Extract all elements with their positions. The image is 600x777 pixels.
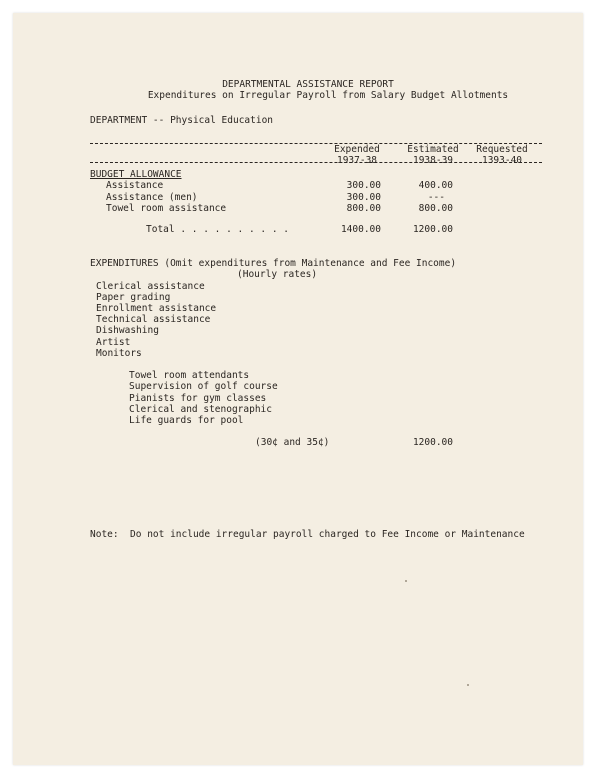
budget-row-expended: 800.00 [346, 203, 381, 214]
expenditures-heading: EXPENDITURES (Omit expenditures from Maintenance and Fee Income) [90, 258, 457, 269]
expenditure-item: Paper grading [96, 292, 171, 303]
footer-note: Note: Do not include irregular payroll charged to Fee Income or Maintenance [90, 529, 525, 540]
expenditure-item: Enrollment assistance [96, 303, 217, 314]
budget-row-estimated: --- [427, 192, 445, 203]
department-line: DEPARTMENT -- Physical Education [90, 115, 274, 126]
expenditure-item: Artist [96, 337, 131, 348]
expenditure-sub-item: Supervision of golf course [129, 381, 278, 392]
expenditure-sub-item: Towel room attendants [129, 370, 250, 381]
budget-row-label: Assistance (men) [106, 192, 198, 203]
col-estimated-year: 1938-39 [412, 155, 454, 166]
budget-row-estimated: 400.00 [418, 180, 453, 191]
budget-total-estimated: 1200.00 [412, 224, 453, 235]
col-expended-year: 1937-38 [336, 155, 378, 166]
paper-speck [405, 580, 407, 582]
expenditure-rates: (30¢ and 35¢) [255, 437, 330, 448]
expenditure-item: Clerical assistance [96, 281, 205, 292]
expenditure-amount: 1200.00 [412, 437, 453, 448]
budget-row-label: Towel room assistance [106, 203, 227, 214]
col-requested-label: Requested [476, 144, 528, 155]
expenditure-item: Monitors [96, 348, 142, 359]
paper-speck [467, 684, 469, 686]
budget-row-expended: 300.00 [346, 180, 381, 191]
expenditure-sub-item: Pianists for gym classes [129, 393, 267, 404]
report-subtitle: Expenditures on Irregular Payroll from Salary Budget Allotments [147, 90, 509, 101]
expenditure-item: Dishwashing [96, 325, 159, 336]
report-title: DEPARTMENTAL ASSISTANCE REPORT [222, 79, 394, 90]
budget-total-label: Total . . . . . . . . . . [146, 224, 289, 235]
expenditure-item: Technical assistance [96, 314, 211, 325]
col-requested-year: 1393-40 [481, 155, 523, 166]
budget-row-label: Assistance [106, 180, 164, 191]
budget-row-expended: 300.00 [346, 192, 381, 203]
document-page [13, 13, 583, 765]
col-estimated-label: Estimated [407, 144, 459, 155]
expenditure-sub-item: Clerical and stenographic [129, 404, 272, 415]
expenditures-subheading: (Hourly rates) [237, 269, 318, 280]
budget-total-expended: 1400.00 [340, 224, 381, 235]
budget-heading: BUDGET ALLOWANCE [90, 169, 182, 180]
budget-row-estimated: 800.00 [418, 203, 453, 214]
expenditure-sub-item: Life guards for pool [129, 415, 244, 426]
col-expended-label: Expended [334, 144, 380, 155]
